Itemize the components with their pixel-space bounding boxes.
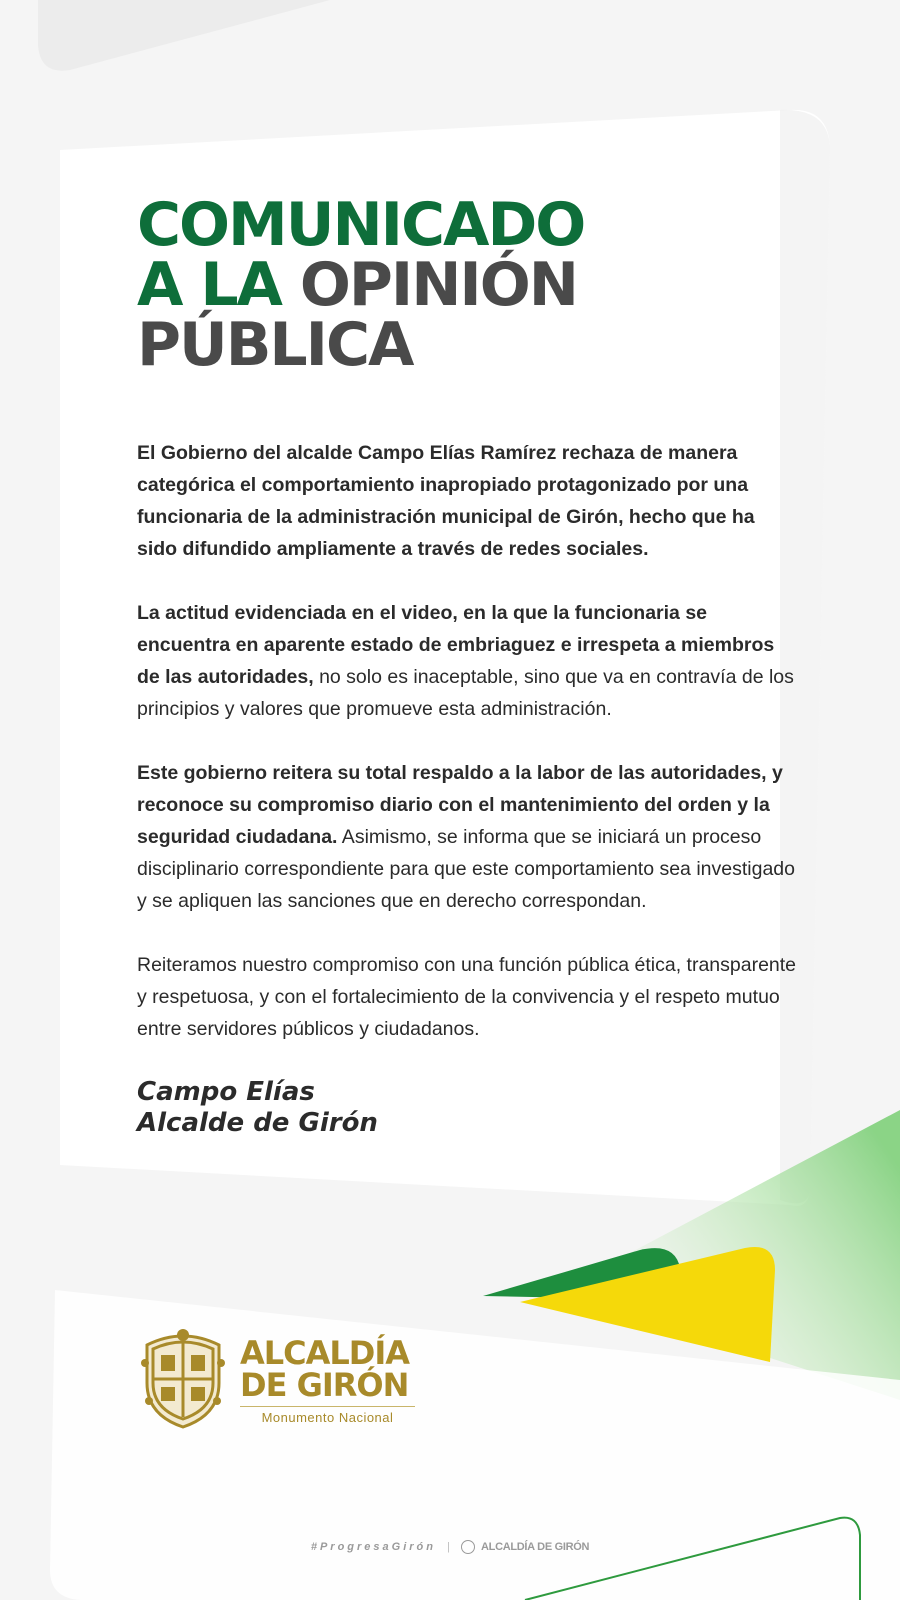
title-line-3: PÚBLICA [137,310,413,380]
paragraph-3-text: Asimismo, se informa que se iniciará un proceso disciplinario correspondiente para que este comportamiento sea investigado y se apliquen las sanciones que en derecho correspondan. [137,826,795,912]
coat-of-arms-icon [137,1323,229,1429]
page-title [137,190,797,380]
paragraph-4 [137,949,797,1045]
paragraph-4-text: Reiteramos nuestro compromiso con una función pública ética, transparente y respetuosa, y con el fortalecimiento de la convivencia y el respeto mutuo entre servidores públicos y ciudadanos. [137,954,797,1040]
alcaldia-logo [137,1323,437,1429]
paragraph-3 [137,757,797,917]
signature-name: Campo Elías [137,1077,315,1107]
paragraph-2-text: no solo es inaceptable, sino que va en contravía de los principios y valores que promueve esta administración. [137,666,794,720]
signature-role: Alcalde de Girón [137,1108,378,1138]
signature [137,1077,797,1139]
title-line-1: COMUNICADO [137,190,585,260]
title-line-2-gray: OPINIÓN [299,250,577,320]
footer-hashtag: #ProgresaGirón [310,1540,436,1553]
communique-body [137,437,797,1045]
footer-divider: | [447,1540,450,1553]
paragraph-1 [137,437,797,565]
paragraph-2 [137,597,797,725]
title-line-2-green: A LA [137,250,281,320]
paragraph-1-bold: El Gobierno del alcalde Campo Elías Ramírez rechaza de manera categórica el comportamiento inapropiado protagonizado por una funcionaria de la administración municipal de Girón, hecho que ha sido difundido ampliamente a través de redes sociales. [137,442,755,560]
paragraph-2-bold: La actitud evidenciada en el video, en la que la funcionaria se encuentra en aparente estado de embriaguez e irrespeta a miembros de las autoridades, [137,602,775,688]
logo-subtitle: Monumento Nacional [240,1406,415,1425]
logo-wordmark [240,1334,410,1404]
paragraph-3-bold: Este gobierno reitera su total respaldo a la labor de las autoridades, y reconoce su compromiso diario con el mantenimiento del orden y la seguridad ciudadana. [137,762,783,848]
communique-content [137,190,797,1139]
footer-seal-icon [461,1540,475,1554]
logo-line-2: DE GIRÓN [240,1366,409,1404]
footer-brand: ALCALDÍA DE GIRÓN [481,1540,590,1553]
logo-line-1: ALCALDÍA [240,1334,410,1372]
footer [0,1540,900,1554]
